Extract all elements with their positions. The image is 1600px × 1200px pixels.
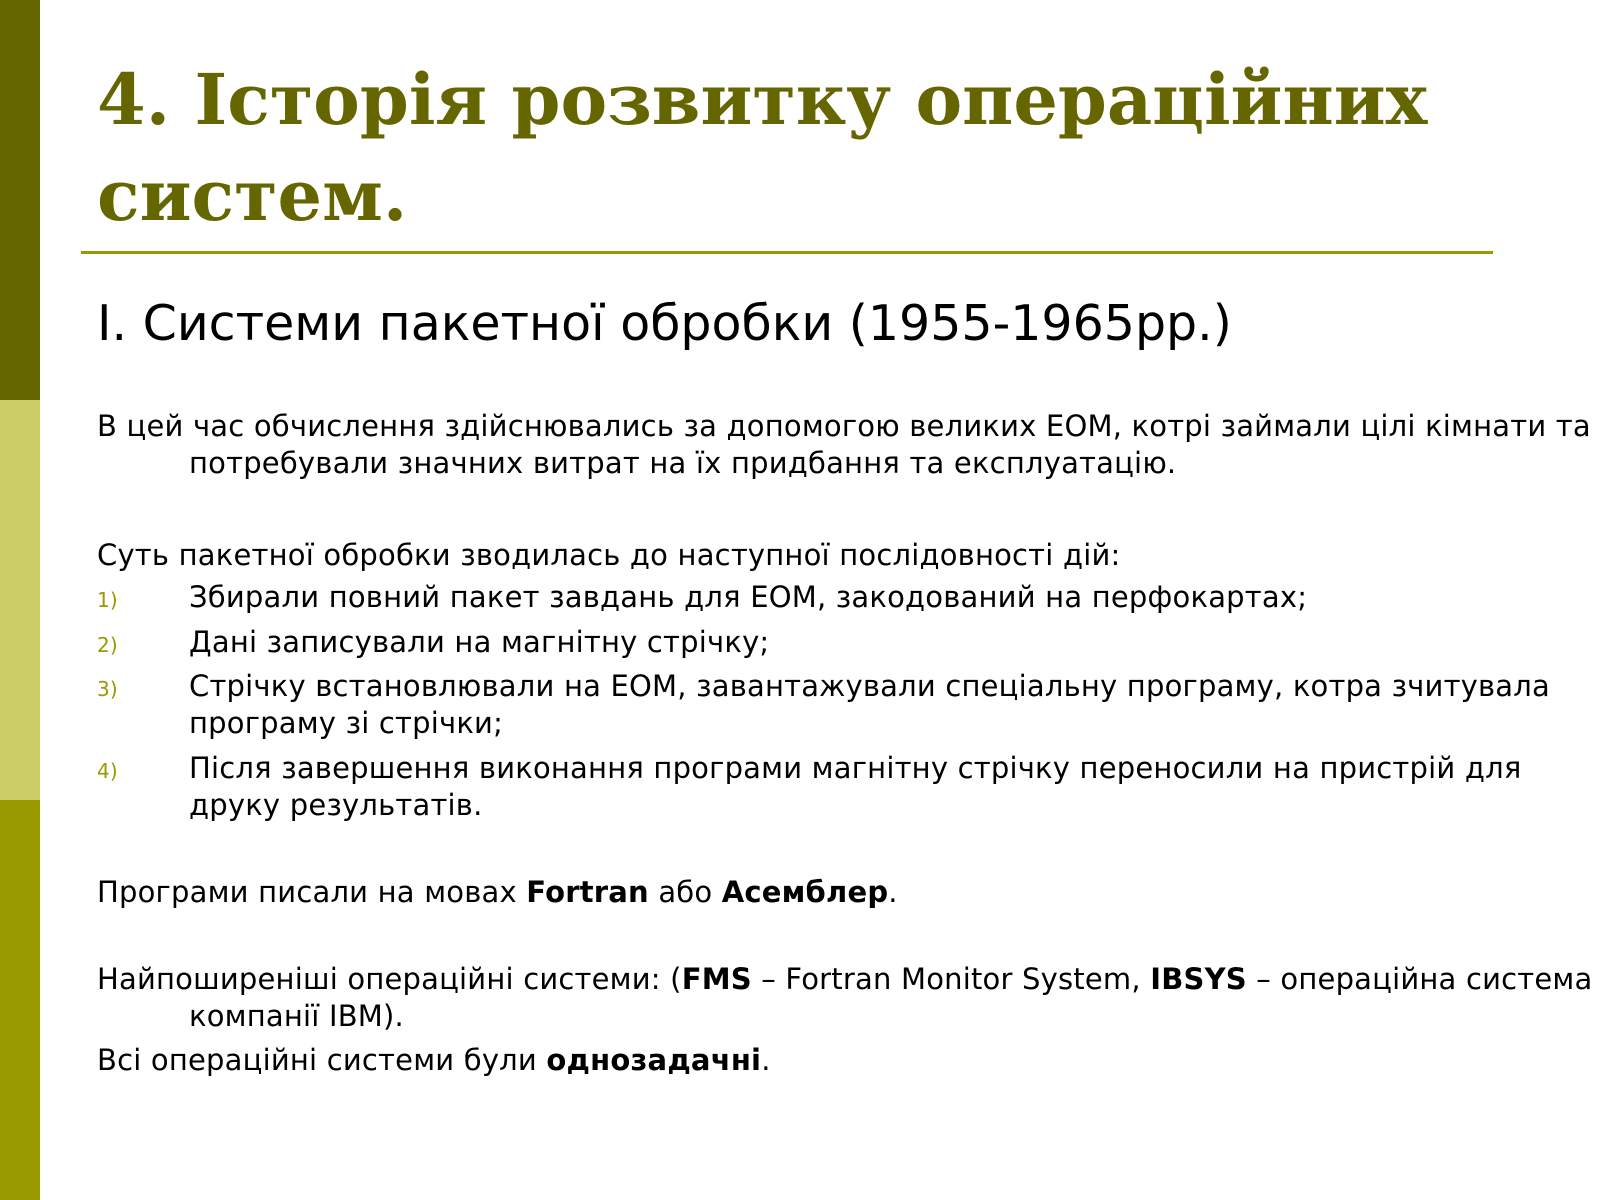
languages-suffix: .: [888, 875, 898, 909]
side-bar-top: [0, 0, 40, 400]
languages-prefix: Програми писали на мовах: [97, 875, 527, 909]
single-task-bold: однозадачні: [546, 1043, 762, 1077]
side-bar-middle: [0, 400, 40, 800]
language-fortran: Fortran: [526, 875, 649, 909]
list-item-number: 4): [97, 759, 118, 783]
steps-intro: Суть пакетної обробки зводилась до наступної послідовності дій:: [97, 538, 1121, 572]
title-divider: [81, 251, 1493, 254]
list-item-text: Стрічку встановлювали на ЕОМ, завантажували спеціальну програму, котра зчитувала програму зі стрічки;: [189, 669, 1550, 740]
os-ibsys: IBSYS: [1150, 962, 1247, 996]
single-task-paragraph: [97, 1042, 1577, 1079]
list-item-number: 3): [97, 677, 118, 701]
slide-title: 4. Історія розвитку операційних систем.: [97, 58, 1428, 237]
os-fms: FMS: [681, 962, 752, 996]
list-item-text: Збирали повний пакет завдань для ЕОМ, закодований на перфокартах;: [189, 580, 1308, 614]
os-fms-description: – Fortran Monitor System,: [751, 962, 1151, 996]
list-item-text: Дані записували на магнітну стрічку;: [189, 625, 770, 659]
languages-paragraph: [97, 874, 1577, 911]
languages-middle: або: [648, 875, 722, 909]
list-item-text: Після завершення виконання програми магнітну стрічку переносили на пристрій для друку результатів.: [189, 751, 1522, 822]
list-item: [97, 579, 1577, 616]
section-subtitle: I. Системи пакетної обробки (1955-1965рр.): [97, 295, 1232, 352]
intro-paragraph: В цей час обчислення здійснювались за допомогою великих ЕОМ, котрі займали цілі кімнати та потребували значних витрат на їх придбання та експлуатацію.: [97, 409, 1591, 480]
list-item: [97, 668, 1577, 742]
os-paragraph: [97, 961, 1600, 1035]
list-item-number: 1): [97, 588, 118, 612]
side-bar-bottom: [0, 800, 40, 1200]
single-task-suffix: .: [761, 1043, 771, 1077]
os-prefix: Найпоширеніші операційні системи: (: [97, 962, 682, 996]
os-ibsys-description: – операційна система компанії IBM).: [189, 962, 1593, 1033]
list-item: [97, 624, 1577, 661]
single-task-prefix: Всі операційні системи були: [97, 1043, 547, 1077]
list-item: [97, 750, 1577, 824]
language-assembler: Асемблер: [721, 875, 889, 909]
list-item-number: 2): [97, 633, 118, 657]
